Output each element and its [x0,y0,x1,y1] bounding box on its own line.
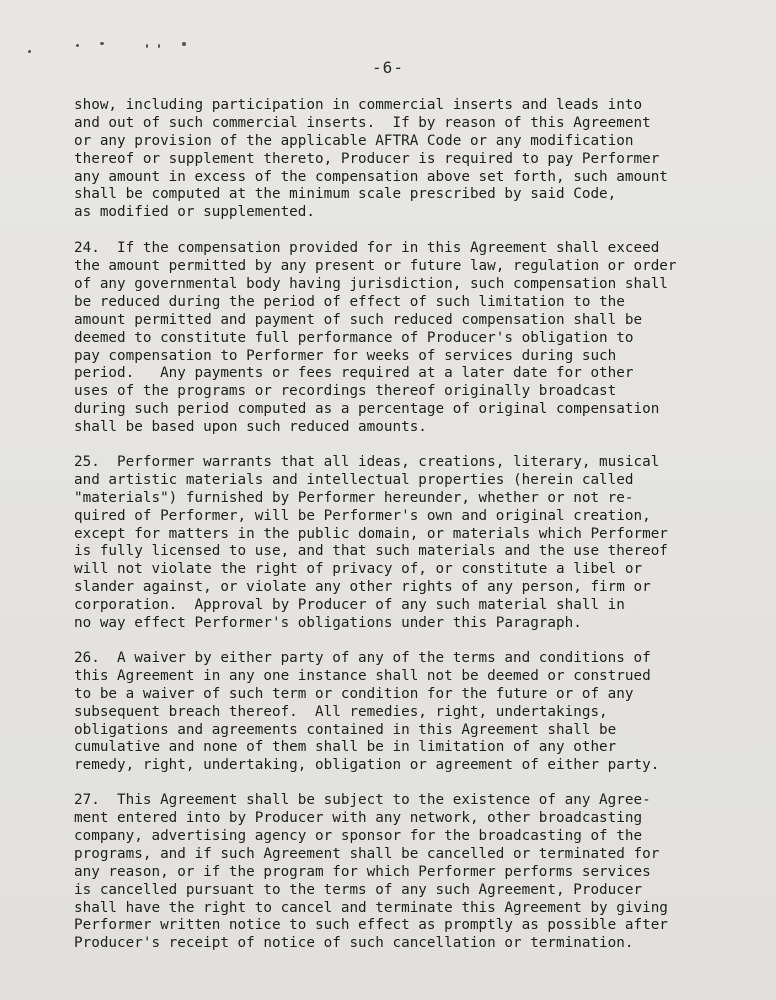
text-line: any reason, or if the program for which Performer performs services [74,863,651,880]
text-line: is fully licensed to use, and that such materials and the use thereof [74,543,668,560]
text-line: shall have the right to cancel and terminate this Agreement by giving [74,899,668,916]
page-number: -6- [372,58,404,77]
paragraph-26 [74,650,734,775]
text-line: uses of the programs or recordings thereof originally broadcast [74,383,617,400]
document-body [74,97,734,970]
text-line: no way effect Performer's obligations under this Paragraph. [74,615,582,632]
text-line: and artistic materials and intellectual properties (herein called [74,471,634,488]
text-line: quired of Performer, will be Performer's own and original creation, [74,507,651,524]
text-line: be reduced during the period of effect of such limitation to the [74,293,625,310]
text-line: except for matters in the public domain, or materials which Performer [74,525,668,542]
text-line: amount permitted and payment of such reduced compensation shall be [74,311,643,328]
text-line: show, including participation in commercial inserts and leads into [74,97,643,113]
text-line: remedy, right, undertaking, obligation or agreement of either party. [74,757,660,774]
text-line: slander against, or violate any other rights of any person, firm or [74,579,651,596]
text-line: ment entered into by Producer with any network, other broadcasting [74,810,643,827]
text-line: 26. A waiver by either party of any of the terms and conditions of [74,649,651,666]
paragraph-24 [74,240,734,437]
text-line: thereof or supplement thereto, Producer is required to pay Performer [74,150,660,167]
text-line: deemed to constitute full performance of Producer's obligation to [74,329,634,346]
text-line: is cancelled pursuant to the terms of any such Agreement, Producer [74,881,643,898]
paragraph-27 [74,792,734,953]
text-line: as modified or supplemented. [74,204,316,221]
text-line: pay compensation to Performer for weeks of services during such [74,347,617,364]
text-line: of any governmental body having jurisdiction, such compensation shall [74,276,668,293]
text-line: period. Any payments or fees required at a later date for other [74,365,634,382]
text-line: subsequent breach thereof. All remedies, right, undertakings, [74,703,608,720]
text-line: 25. Performer warrants that all ideas, creations, literary, musical [74,454,660,471]
paragraph-continuation [74,97,734,222]
text-line: company, advertising agency or sponsor for the broadcasting of the [74,827,643,844]
text-line: Producer's receipt of notice of such cancellation or termination. [74,935,634,952]
text-line: shall be computed at the minimum scale prescribed by said Code, [74,186,617,203]
text-line: this Agreement in any one instance shall not be deemed or construed [74,667,651,684]
text-line: any amount in excess of the compensation above set forth, such amount [74,168,668,185]
paper-specks [28,38,208,58]
paragraph-25 [74,454,734,633]
text-line: 24. If the compensation provided for in this Agreement shall exceed [74,240,660,257]
text-line: or any provision of the applicable AFTRA Code or any modification [74,132,634,149]
text-line: programs, and if such Agreement shall be cancelled or terminated for [74,845,660,862]
text-line: corporation. Approval by Producer of any such material shall in [74,597,625,614]
text-line: during such period computed as a percentage of original compensation [74,401,660,418]
text-line: shall be based upon such reduced amounts. [74,419,427,436]
text-line: will not violate the right of privacy of, or constitute a libel or [74,561,643,578]
text-line: obligations and agreements contained in this Agreement shall be [74,721,617,738]
text-line: 27. This Agreement shall be subject to the existence of any Agree- [74,792,651,809]
text-line: "materials") furnished by Performer hereunder, whether or not re- [74,489,634,506]
text-line: and out of such commercial inserts. If by reason of this Agreement [74,114,651,131]
text-line: Performer written notice to such effect as promptly as possible after [74,917,668,934]
text-line: to be a waiver of such term or condition for the future or of any [74,685,634,702]
text-line: cumulative and none of them shall be in limitation of any other [74,739,617,756]
text-line: the amount permitted by any present or future law, regulation or order [74,258,677,275]
